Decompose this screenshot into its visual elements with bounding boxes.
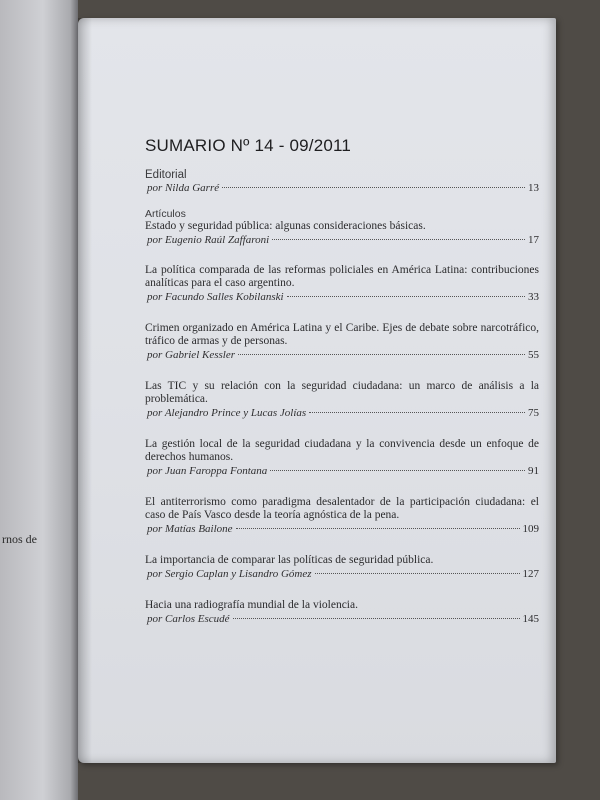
article-author-line — [145, 522, 539, 536]
article-title: El antiterrorismo como paradigma desalentador de la participación ciudadana: el caso de País Vasco desde la teoría agnóstica de la pena. — [145, 496, 539, 521]
leader-dots — [236, 528, 520, 529]
article-author-line — [145, 464, 539, 478]
article-author-line — [145, 233, 539, 247]
article-entry — [145, 322, 539, 362]
article-title: Estado y seguridad pública: algunas consideraciones básicas. — [145, 220, 426, 232]
article-entry — [145, 264, 539, 304]
leader-dots — [233, 618, 520, 619]
article-author-line — [145, 406, 539, 420]
article-page-number: 75 — [528, 407, 539, 419]
article-title: Crimen organizado en América Latina y el Caribe. Ejes de debate sobre narcotráfico, tráfico de armas y de personas. — [145, 322, 539, 347]
leader-dots — [309, 412, 525, 413]
article-title: La política comparada de las reformas policiales en América Latina: contribuciones analíticas para el caso argentino. — [145, 264, 539, 289]
editorial-author-line — [145, 181, 539, 195]
leader-dots — [287, 296, 525, 297]
article-author-line — [145, 567, 539, 581]
article-author: por Carlos Escudé — [147, 613, 230, 625]
spine-shadow — [78, 18, 92, 763]
article-author-line — [145, 348, 539, 362]
left-page-text-fragment: rnos de — [2, 532, 37, 546]
article-author: por Juan Faroppa Fontana — [147, 465, 268, 477]
article-author: por Sergio Caplan y Lisandro Gómez — [147, 568, 312, 580]
editorial-label: Editorial — [145, 169, 187, 181]
article-entry — [145, 599, 539, 626]
leader-dots — [222, 187, 525, 188]
editorial-author: por Nilda Garré — [147, 182, 220, 194]
article-author: por Alejandro Prince y Lucas Jolías — [147, 407, 307, 419]
article-author: por Gabriel Kessler — [147, 349, 235, 361]
editorial-page-number: 13 — [528, 182, 539, 194]
leader-dots — [272, 239, 525, 240]
article-entry — [145, 438, 539, 478]
table-of-contents-page — [78, 18, 556, 763]
article-author: por Eugenio Raúl Zaffaroni — [147, 234, 270, 246]
article-page-number: 127 — [522, 568, 539, 580]
table-of-contents — [145, 136, 539, 626]
articles-label: Artículos — [145, 208, 186, 220]
article-page-number: 17 — [528, 234, 539, 246]
article-title: Hacia una radiografía mundial de la violencia. — [145, 599, 358, 611]
article-entry — [145, 554, 539, 581]
article-author-line — [145, 290, 539, 304]
article-title: La gestión local de la seguridad ciudadana y la convivencia desde un enfoque de derechos humanos. — [145, 438, 539, 463]
article-page-number: 91 — [528, 465, 539, 477]
article-page-number: 33 — [528, 291, 539, 303]
article-entry — [145, 496, 539, 536]
article-author-line — [145, 612, 539, 626]
article-title: La importancia de comparar las políticas de seguridad pública. — [145, 554, 434, 566]
article-entry — [145, 380, 539, 420]
leader-dots — [238, 354, 525, 355]
editorial-entry — [145, 169, 539, 195]
leader-dots — [270, 470, 525, 471]
article-page-number: 145 — [522, 613, 539, 625]
article-author: por Facundo Salles Kobilanski — [147, 291, 284, 303]
left-page — [0, 0, 78, 800]
article-page-number: 109 — [522, 523, 539, 535]
article-author: por Matías Bailone — [147, 523, 233, 535]
leader-dots — [315, 573, 520, 574]
page-title: SUMARIO Nº 14 - 09/2011 — [145, 136, 352, 155]
article-entry — [145, 220, 539, 247]
article-title: Las TIC y su relación con la seguridad ciudadana: un marco de análisis a la problemática. — [145, 380, 539, 405]
article-page-number: 55 — [528, 349, 539, 361]
